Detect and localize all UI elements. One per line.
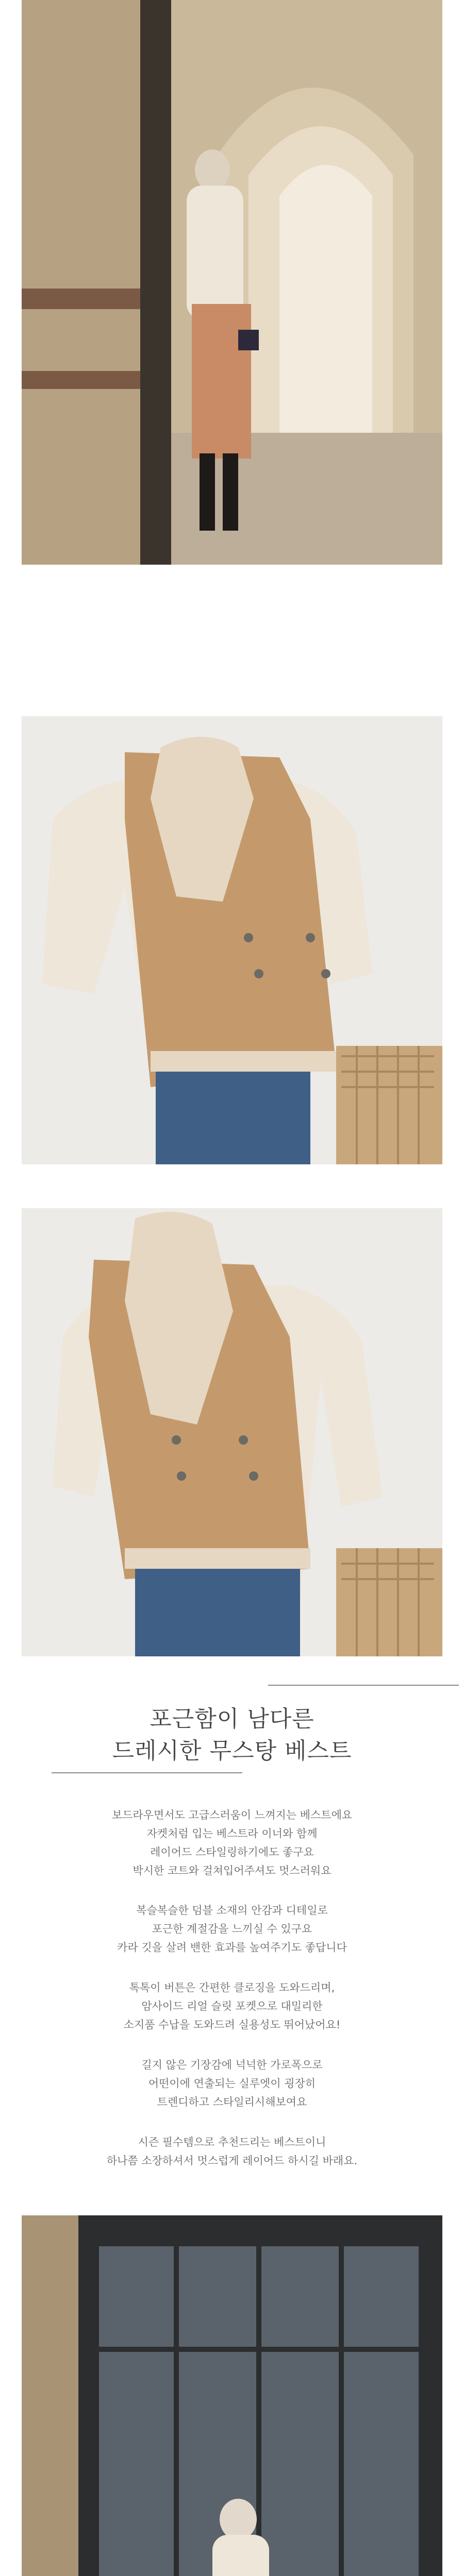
photo-arcade-street xyxy=(22,0,442,565)
description-paragraph-4 xyxy=(0,2056,464,2111)
description-line: 어떤이에 연출되는 실루엣이 굉장히 xyxy=(148,2077,316,2090)
description-paragraph-1 xyxy=(0,1806,464,1880)
description-line: 박시한 코트와 걸쳐입어주셔도 멋스러워요 xyxy=(132,1865,332,1877)
title-divider-top xyxy=(268,1685,459,1686)
description-line: 하나쯤 소장하셔서 멋스럽게 레이어드 하시길 바래요. xyxy=(106,2155,358,2167)
description-line: 복슬복슬한 덤블 소재의 안감과 디테일로 xyxy=(136,1904,328,1917)
description-line: 카라 깃을 살려 밴한 효과를 높여주기도 좋답니다 xyxy=(117,1941,347,1954)
description-line: 트렌디하고 스타일리시해보여요 xyxy=(157,2096,307,2108)
title-line-1: 포근함이 남다른 xyxy=(150,1706,314,1732)
photo-vest-front xyxy=(22,716,442,1164)
description-line: 소지품 수납을 도와드려 실용성도 뛰어났어요! xyxy=(123,2019,341,2031)
photo-vest-angle xyxy=(22,1208,442,1656)
description-line: 포근한 계절감을 느끼실 수 있구요 xyxy=(152,1923,312,1935)
description-paragraph-2 xyxy=(0,1901,464,1957)
description-line: 시즌 필수템으로 추천드리는 베스트이니 xyxy=(138,2136,326,2148)
description-line: 자켓처럼 입는 베스트라 이너와 함께 xyxy=(146,1827,318,1840)
description-line: 보드라우면서도 고급스러움이 느껴지는 베스트에요 xyxy=(111,1809,353,1821)
title-line-2: 드레시한 무스탕 베스트 xyxy=(112,1738,352,1764)
description-line: 암사이드 리얼 슬릿 포켓으로 대밀리한 xyxy=(141,2000,323,2012)
section-title xyxy=(0,1680,464,1777)
description-line: 레이어드 스타일링하기에도 좋구요 xyxy=(150,1846,314,1858)
description-line: 톡톡이 버튼은 간편한 클로징을 도와드리며, xyxy=(129,1981,335,1994)
description-paragraph-5 xyxy=(0,2133,464,2170)
description-paragraph-3 xyxy=(0,1978,464,2034)
description-line: 길지 않은 기장감에 넉넉한 가로폭으로 xyxy=(141,2059,323,2071)
photo-storefront xyxy=(22,2215,442,2576)
title-divider-bottom xyxy=(52,1772,242,1773)
